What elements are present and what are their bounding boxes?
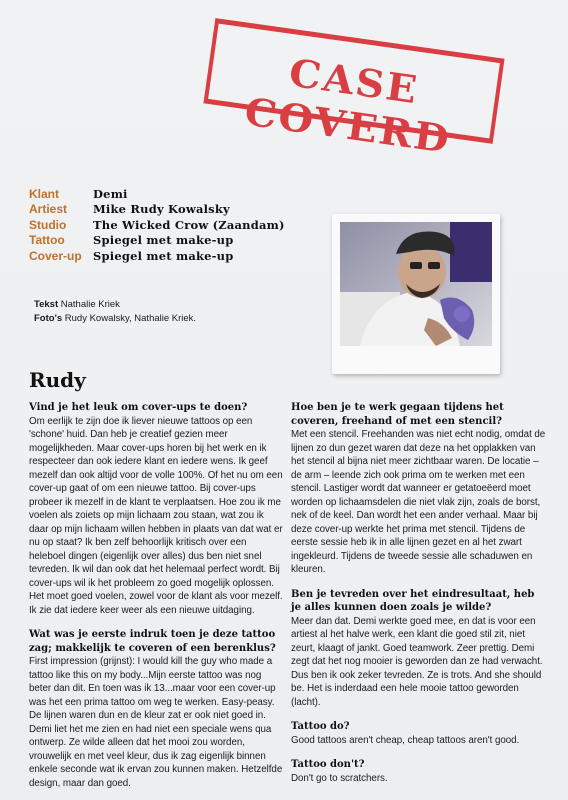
- article-column-left: [29, 401, 284, 800]
- info-key: Tattoo: [29, 233, 65, 248]
- artist-tattooing-image: [340, 222, 492, 346]
- text-credit-label: Tekst: [34, 299, 59, 310]
- polaroid-photo: [332, 214, 500, 374]
- question: Vind je het leuk om cover-ups te doen?: [29, 402, 248, 413]
- info-row: [29, 186, 285, 202]
- info-key: Studio: [29, 217, 67, 232]
- info-row: [29, 248, 285, 264]
- info-value: Mike Rudy Kowalsky: [93, 202, 230, 217]
- photo-credit-label: Foto's: [34, 313, 63, 324]
- case-coverd-stamp: [203, 18, 504, 163]
- info-row: [29, 202, 285, 218]
- question: Tattoo don't?: [291, 759, 365, 770]
- answer: Don't go to scratchers.: [291, 772, 388, 784]
- answer: First impression (grijnst): I would kill the guy who made a tattoo like this on my body...Mijn eerste tattoo was nog beter dan dit. En toen was ik 13...maar voor een cover-up was het een prima tattoo om weg te werken. Easy-peasy. De lijnen waren dun en de kleur zat er ook niet goed in. Demi liet het me zien en had niet een speciale wens qua ontwerp. Ze wilde alleen dat het mooi zou worden, vrouwelijk en met veel kleur, dus ik zag eigenlijk binnen enkele seconde wat ik ervan zou kunnen maken. Hetzelfde design, maar dan goed.: [29, 656, 283, 789]
- artist-heading: Rudy: [29, 368, 86, 392]
- info-key: Cover-up: [29, 248, 82, 263]
- info-key: Klant: [29, 186, 59, 201]
- tattoo-artist-photo: [340, 222, 492, 346]
- question: Hoe ben je te werk gegaan tijdens het coveren, freehand of met een stencil?: [291, 402, 504, 427]
- question: Wat was je eerste indruk toen je deze tattoo zag; makkelijk te coveren of een berenklus?: [29, 629, 276, 654]
- info-row: [29, 233, 285, 249]
- credits: [34, 298, 196, 326]
- info-key: Artiest: [29, 202, 68, 217]
- article-column-right: [291, 401, 546, 796]
- photo-credit: [34, 312, 196, 326]
- tattoo-info-table: [29, 186, 285, 264]
- info-row: [29, 217, 285, 233]
- answer: Om eerlijk te zijn doe ik liever nieuwe tattoos op een 'schone' huid. Dan heb je creatief gezien meer mogelijkheden. Maar cover-ups horen bij het werk en ik respecteer dan ook iedere klant en iedere wens. Ik geef mezelf dan ook altijd voor de volle 100%. Of het nu om een cover-up gaat of om een nieuwe tattoo. Bij cover-ups probeer ik mezelf in de klant te verplaatsen. Hoe zou ik me voelen als zoiets op mijn lichaam zou staan, wat zou ik daar op mijn lichaam willen hebben in plaats van dat wat er nu op staat? Ik ben zelf behoorlijk kritisch over een heleboel dingen (eigenlijk over alles) dus ben niet snel tevreden. Ik wil dan ook dat het helemaal perfect wordt. Bij cover-ups wil ik het probleem zo goed mogelijk oplossen. Het moet goed voelen, zowel voor de klant als voor mezelf. Ik zie dat iedere keer weer als een nieuwe uitdaging.: [29, 415, 283, 616]
- photo-credit-value: Rudy Kowalsky, Nathalie Kriek.: [64, 313, 197, 324]
- text-credit: [34, 298, 196, 312]
- info-value: Demi: [93, 186, 128, 201]
- answer: Good tattoos aren't cheap, cheap tattoos aren't good.: [291, 734, 520, 746]
- info-value: Spiegel met make-up: [93, 233, 234, 248]
- question: Tattoo do?: [291, 721, 350, 732]
- info-value: The Wicked Crow (Zaandam): [93, 217, 285, 232]
- answer: Met een stencil. Freehanden was niet echt nodig, omdat de lijnen zo dun gezet waren dat deze na het opplakken van het stencil al bijna niet meer zichtbaar waren. De locatie – de arm – leende zich ook prima om te werken met een stencil. Lastiger wordt dat wanneer er getatoeëerd moet worden op lichaamsdelen die niet vlak zijn, zoals de borst, nek of de keel. Dan wordt het een ander verhaal. Maar bij deze cover-up werkte het prima met stencil. Tijdens de eerste sessie heb ik in alle lijnen gezet en al het zwart ingekleurd. Tijdens de tweede sessie alle schaduwen en kleuren.: [291, 429, 546, 575]
- answer: Meer dan dat. Demi werkte goed mee, en dat is voor een artiest al het halve werk, een klant die goed stil zit, niet zeurt, klaagt of jankt. Goed teamwork. Zeer prettig. Demi zegt dat het nog mooier is geworden dan ze had verwacht. Dus ben ik ook zeker tevreden. Ze is trots. And she should be. Het is inderdaad een hele mooie tattoo geworden (lacht).: [291, 615, 543, 708]
- info-value: Spiegel met make-up: [93, 248, 234, 263]
- text-credit-value: Nathalie Kriek: [60, 299, 120, 310]
- stamp-text: CASE COVERD: [241, 50, 454, 163]
- question: Ben je tevreden over het eindresultaat, heb je alles kunnen doen zoals je wilde?: [291, 588, 535, 613]
